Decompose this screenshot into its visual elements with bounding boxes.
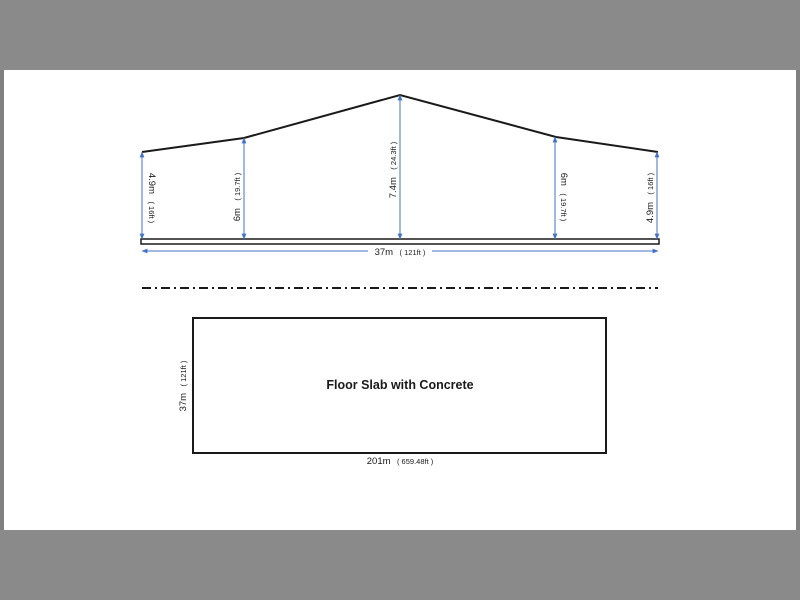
plan-length-label: 201m ( 659.48ft )	[366, 456, 434, 467]
floor-slab-label: Floor Slab with Concrete	[326, 378, 474, 392]
top-background-band	[0, 0, 800, 70]
tent-drawing-sheet	[0, 70, 800, 530]
height-label-right-mid: 6m ( 19.7ft )	[558, 172, 569, 222]
base-beam	[141, 239, 659, 244]
plan-width-label: 37m ( 121ft )	[178, 360, 189, 412]
plan-view	[173, 318, 606, 468]
height-label-left-eave: 4.9m ( 16ft )	[146, 172, 157, 224]
bottom-background-band	[0, 530, 800, 600]
height-label-ridge: 7.4m ( 24.3ft )	[388, 141, 399, 199]
height-label-left-mid: 6m ( 19.7ft )	[232, 172, 243, 222]
span-label: 37m ( 121ft )	[374, 247, 426, 258]
height-label-right-eave: 4.9m ( 16ft )	[645, 172, 656, 224]
